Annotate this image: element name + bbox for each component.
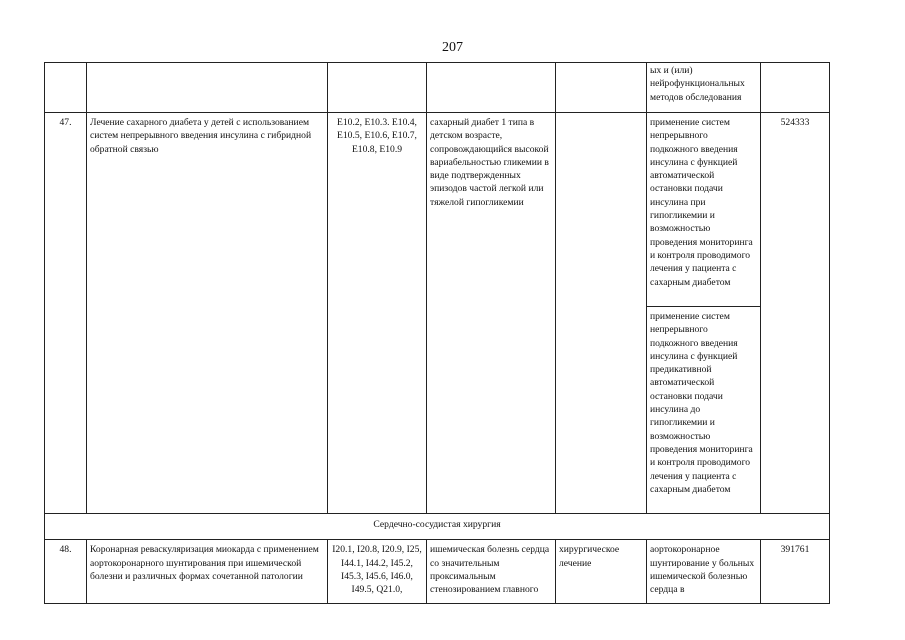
section-title: Сердечно-сосудистая хирургия [45,514,830,540]
page-number: 207 [442,40,463,55]
cell-codes: I20.1, I20.8, I20.9, I25, I44.1, I44.2, I45.2, I45.3, I45.6, I46.0, I49.5, Q21.0, [328,540,427,604]
cell-name [87,63,328,113]
cell-name: Коронарная реваскуляризация миокарда с применением аортокоронарного шунтирования при ишемической болезни и различных формах сочетанной патологии [87,540,328,604]
cell-codes [328,63,427,113]
table-row-continuation [45,63,830,113]
cell-num: 47. [45,113,87,514]
section-row [45,514,830,540]
table-row-48 [45,540,830,604]
cell-method-2: применение систем непрерывного подкожного введения инсулина с функцией предикативной автоматической остановки подачи инсулина до гипогликемии и возможностью проведения мониторинга и контроля проводимого лечения у пациента с сахарным диабетом [647,307,761,514]
cell-num: 48. [45,540,87,604]
cell-treatment [556,113,647,514]
cell-method-1: применение систем непрерывного подкожного введения инсулина с функцией автоматической остановки подачи инсулина при гипогликемии и возможностью проведения мониторинга и контроля проводимого лечения у пациента с сахарным диабетом [647,113,761,307]
cell-cost: 524333 [761,113,830,514]
cell-method: ых и (или) нейрофункциональных методов обследования [647,63,761,113]
cell-codes: E10.2, E10.3. E10.4, E10.5, E10.6, E10.7, E10.8, E10.9 [328,113,427,514]
cell-num [45,63,87,113]
table-row-47 [45,113,830,307]
cell-method: аортокоронарное шунтирование у больных ишемической болезнью сердца в [647,540,761,604]
cell-model: ишемическая болезнь сердца со значительным проксимальным стенозированием главного [427,540,556,604]
cell-cost [761,63,830,113]
cell-treatment: хирургическое лечение [556,540,647,604]
cell-name: Лечение сахарного диабета у детей с использованием систем непрерывного введения инсулина с гибридной обратной связью [87,113,328,514]
cell-cost: 391761 [761,540,830,604]
cell-treatment [556,63,647,113]
medical-care-table [44,62,830,604]
cell-model: сахарный диабет 1 типа в детском возрасте, сопровождающийся высокой вариабельностью гликемии в виде подтвержденных эпизодов частой легкой или тяжелой гипогликемии [427,113,556,514]
cell-model [427,63,556,113]
